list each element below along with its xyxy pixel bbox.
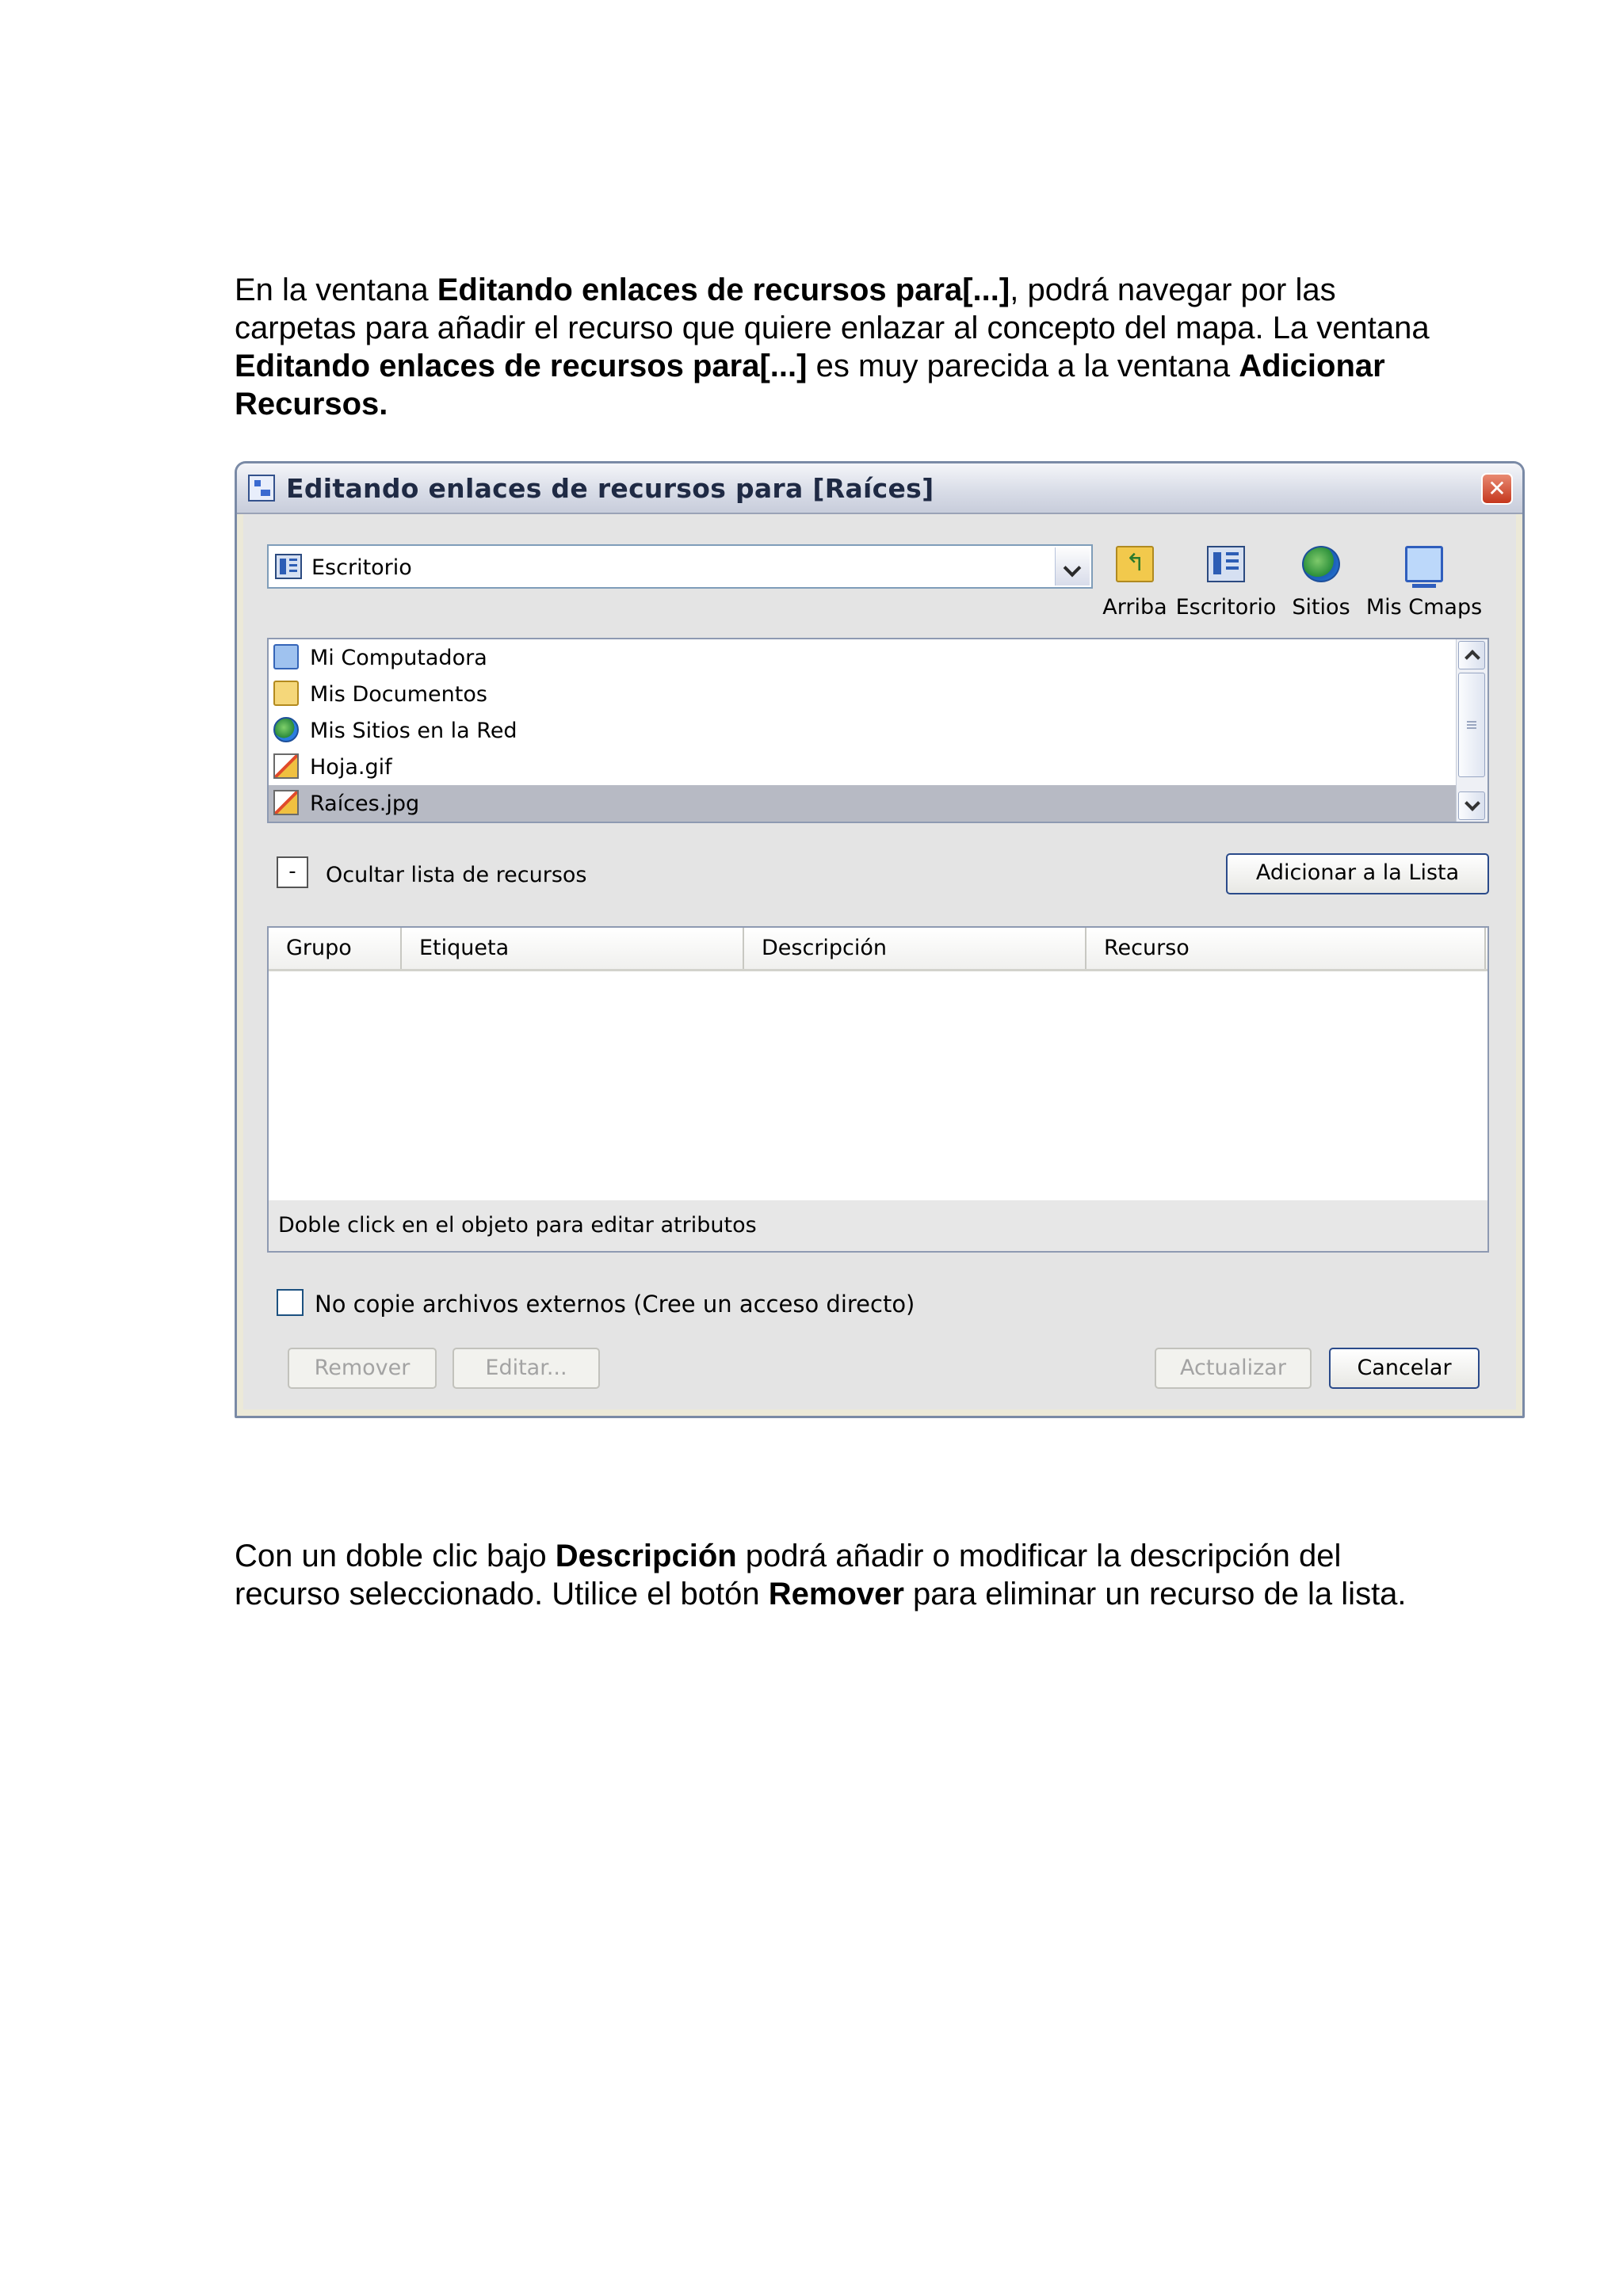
edit-button[interactable]: Editar... <box>453 1348 600 1389</box>
para2-bold-2: Remover <box>768 1577 904 1611</box>
list-item-label: Mi Computadora <box>310 646 487 670</box>
table-header <box>269 928 1487 971</box>
vertical-scrollbar[interactable] <box>1456 639 1487 822</box>
no-copy-external-checkbox[interactable] <box>277 1289 304 1316</box>
list-item-label: Raíces.jpg <box>310 791 420 816</box>
up-button[interactable] <box>1099 538 1170 625</box>
desktop-button-label: Escritorio <box>1175 595 1277 620</box>
dialog-body <box>243 514 1516 1409</box>
computer-icon <box>273 644 299 669</box>
list-item[interactable] <box>269 676 1456 712</box>
hide-resource-list-label: Ocultar lista de recursos <box>326 863 587 887</box>
up-button-label: Arriba <box>1102 595 1167 620</box>
para1-bold-2: Editando enlaces de recursos para[...] <box>235 349 808 383</box>
list-item[interactable] <box>269 639 1456 676</box>
globe-icon <box>1302 546 1340 582</box>
para1-bold-1: Editando enlaces de recursos para[...] <box>437 273 1010 307</box>
description-paragraph <box>235 1537 1447 1613</box>
list-item-selected[interactable] <box>269 785 1456 822</box>
add-to-list-button[interactable]: Adicionar a la Lista <box>1226 853 1489 894</box>
column-header-label[interactable]: Etiqueta <box>402 928 744 969</box>
resource-table[interactable] <box>267 926 1489 1253</box>
file-list[interactable] <box>267 638 1489 823</box>
list-item[interactable] <box>269 712 1456 749</box>
table-status-text: Doble click en el objeto para editar atributos <box>269 1200 1487 1251</box>
dialog-title: Editando enlaces de recursos para [Raíces] <box>286 473 934 504</box>
network-icon <box>273 717 299 742</box>
para1-text-1: En la ventana <box>235 273 437 307</box>
remove-button[interactable]: Remover <box>288 1348 437 1389</box>
my-cmaps-button[interactable] <box>1361 538 1487 625</box>
location-combobox[interactable] <box>267 544 1093 589</box>
location-value: Escritorio <box>311 555 412 580</box>
my-cmaps-button-label: Mis Cmaps <box>1365 595 1483 620</box>
sites-button[interactable] <box>1281 538 1361 625</box>
para2-text-2: podrá añadir o modificar la descripción del recurso seleccionado. Utilice el botón <box>235 1539 1342 1611</box>
hide-resource-list-toggle[interactable]: - <box>277 856 308 888</box>
desktop-button[interactable] <box>1170 538 1281 625</box>
scrollbar-thumb[interactable] <box>1458 673 1485 777</box>
close-button[interactable]: ✕ <box>1481 473 1513 505</box>
para1-text-3: es muy parecida a la ventana <box>807 349 1239 383</box>
list-item-label: Hoja.gif <box>310 755 392 780</box>
scroll-up-button[interactable] <box>1458 641 1485 669</box>
image-file-icon <box>273 753 299 779</box>
para2-text-3: para eliminar un recurso de la lista. <box>903 1577 1407 1611</box>
intro-paragraph <box>235 271 1447 423</box>
para1-text-2: , podrá navegar por las carpetas para añadir el recurso que quiere enlazar al concepto del mapa. La ventana <box>235 273 1430 345</box>
documents-folder-icon <box>273 681 299 706</box>
column-header-group[interactable]: Grupo <box>269 928 402 969</box>
column-header-resource[interactable]: Recurso <box>1086 928 1486 969</box>
scroll-down-button[interactable] <box>1458 791 1485 820</box>
desktop-icon <box>1207 546 1245 582</box>
column-header-description[interactable]: Descripción <box>744 928 1086 969</box>
chevron-down-icon[interactable] <box>1055 547 1090 585</box>
folder-up-icon <box>1116 546 1154 582</box>
dialog-titlebar[interactable] <box>237 463 1522 514</box>
para2-text-1: Con un doble clic bajo <box>235 1539 556 1573</box>
no-copy-external-label: No copie archivos externos (Cree un acceso directo) <box>315 1291 915 1318</box>
para1-bold-3: Adicionar Recursos. <box>235 349 1385 421</box>
update-button[interactable]: Actualizar <box>1155 1348 1312 1389</box>
image-file-icon <box>273 790 299 815</box>
cmap-app-icon <box>248 475 275 502</box>
edit-resource-links-dialog <box>235 461 1525 1418</box>
desktop-icon <box>275 554 302 579</box>
sites-button-label: Sitios <box>1292 595 1350 620</box>
list-item-label: Mis Documentos <box>310 682 487 707</box>
para2-bold-1: Descripción <box>555 1539 737 1573</box>
cancel-button[interactable]: Cancelar <box>1329 1348 1480 1389</box>
monitor-icon <box>1405 546 1443 582</box>
list-item[interactable] <box>269 749 1456 785</box>
list-item-label: Mis Sitios en la Red <box>310 719 517 743</box>
